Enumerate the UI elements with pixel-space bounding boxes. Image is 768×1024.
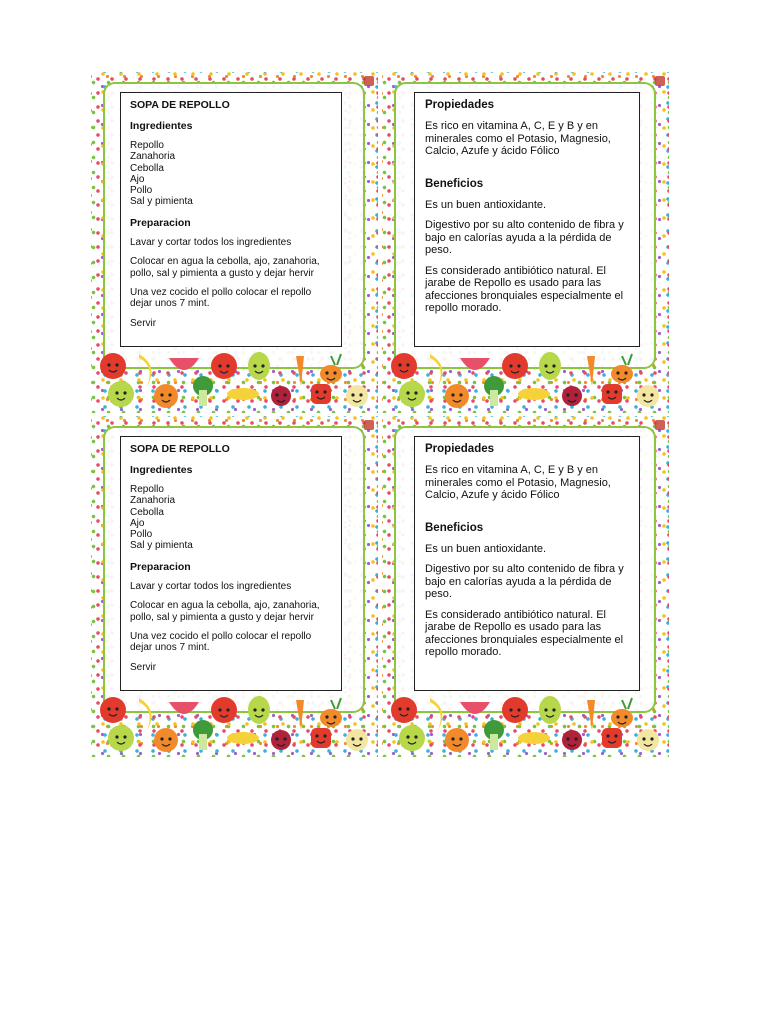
benefit-text: Digestivo por su alto contenido de fibra y bajo en calorías ayuda a la pérdida de peso.	[425, 219, 624, 256]
recipe-panel	[120, 436, 342, 691]
preparation-heading: Preparacion	[130, 216, 191, 229]
fruit-border-illustration-icon	[91, 352, 378, 413]
info-card-top	[382, 72, 669, 413]
step-text: Lavar y cortar todos los ingredientes	[130, 580, 292, 592]
logo-stamp-icon	[364, 76, 374, 86]
ingredient-item: Ajo	[130, 517, 145, 529]
recipe-card-bottom	[91, 416, 378, 757]
ingredient-item: Cebolla	[130, 506, 164, 518]
step-text: Colocar en agua la cebolla, ajo, zanahoria, pollo, sal y pimienta a gusto y dejar hervir	[130, 256, 320, 279]
fruit-border-illustration-icon	[91, 696, 378, 757]
step-text: Una vez cocido el pollo colocar el repollo dejar unos 7 mint.	[130, 287, 312, 310]
ingredient-item: Sal y pimienta	[130, 196, 193, 208]
step-text: Lavar y cortar todos los ingredientes	[130, 236, 292, 248]
benefit-text: Es considerado antibiótico natural. El jarabe de Repollo es usado para las afecciones bronquiales especialmente el repollo morado.	[425, 608, 624, 658]
ingredients-heading: Ingredientes	[130, 464, 193, 476]
benefit-text: Es un buen antioxidante.	[425, 198, 547, 211]
ingredient-item: Pollo	[130, 185, 153, 197]
logo-stamp-icon	[655, 76, 665, 86]
ingredient-item: Pollo	[130, 529, 153, 541]
properties-heading: Propiedades	[425, 99, 495, 111]
benefit-text: Es considerado antibiótico natural. El jarabe de Repollo es usado para las afecciones bronquiales especialmente el repollo morado.	[425, 264, 624, 314]
properties-heading: Propiedades	[425, 443, 495, 455]
step-text: Una vez cocido el pollo colocar el repollo dejar unos 7 mint.	[130, 631, 312, 654]
ingredient-item: Sal y pimienta	[130, 540, 193, 552]
benefit-text: Digestivo por su alto contenido de fibra y bajo en calorías ayuda a la pérdida de peso.	[425, 563, 624, 600]
properties-text: Es rico en vitamina A, C, E y B y en minerales como el Potasio, Magnesio, Calcio, Azufe y ácido Fólico	[425, 120, 611, 157]
benefit-text: Es un buen antioxidante.	[425, 542, 547, 555]
step-text: Colocar en agua la cebolla, ajo, zanahoria, pollo, sal y pimienta a gusto y dejar hervir	[130, 600, 320, 623]
logo-stamp-icon	[655, 420, 665, 430]
preparation-heading: Preparacion	[130, 560, 191, 573]
ingredient-item: Ajo	[130, 173, 145, 185]
ingredient-item: Repollo	[130, 484, 164, 495]
recipe-card-top	[91, 72, 378, 413]
info-panel	[414, 436, 640, 691]
recipe-panel	[120, 92, 342, 347]
fruit-border-illustration-icon	[382, 696, 669, 757]
step-text: Servir	[130, 661, 157, 673]
step-text: Servir	[130, 317, 157, 329]
ingredient-item: Cebolla	[130, 162, 164, 174]
benefits-heading: Beneficios	[425, 177, 484, 190]
info-card-bottom	[382, 416, 669, 757]
recipe-cards-sheet	[91, 72, 670, 758]
recipe-title: SOPA DE REPOLLO	[130, 443, 230, 455]
ingredient-item: Zanahoria	[130, 495, 176, 507]
info-panel	[414, 92, 640, 347]
ingredient-item: Zanahoria	[130, 151, 176, 163]
logo-stamp-icon	[364, 420, 374, 430]
ingredients-heading: Ingredientes	[130, 120, 193, 132]
recipe-title: SOPA DE REPOLLO	[130, 99, 230, 111]
benefits-heading: Beneficios	[425, 521, 484, 534]
fruit-border-illustration-icon	[382, 352, 669, 413]
ingredients-list	[130, 140, 333, 208]
properties-text: Es rico en vitamina A, C, E y B y en minerales como el Potasio, Magnesio, Calcio, Azufe y ácido Fólico	[425, 464, 611, 501]
ingredients-list	[130, 484, 333, 552]
ingredient-item: Repollo	[130, 140, 164, 151]
